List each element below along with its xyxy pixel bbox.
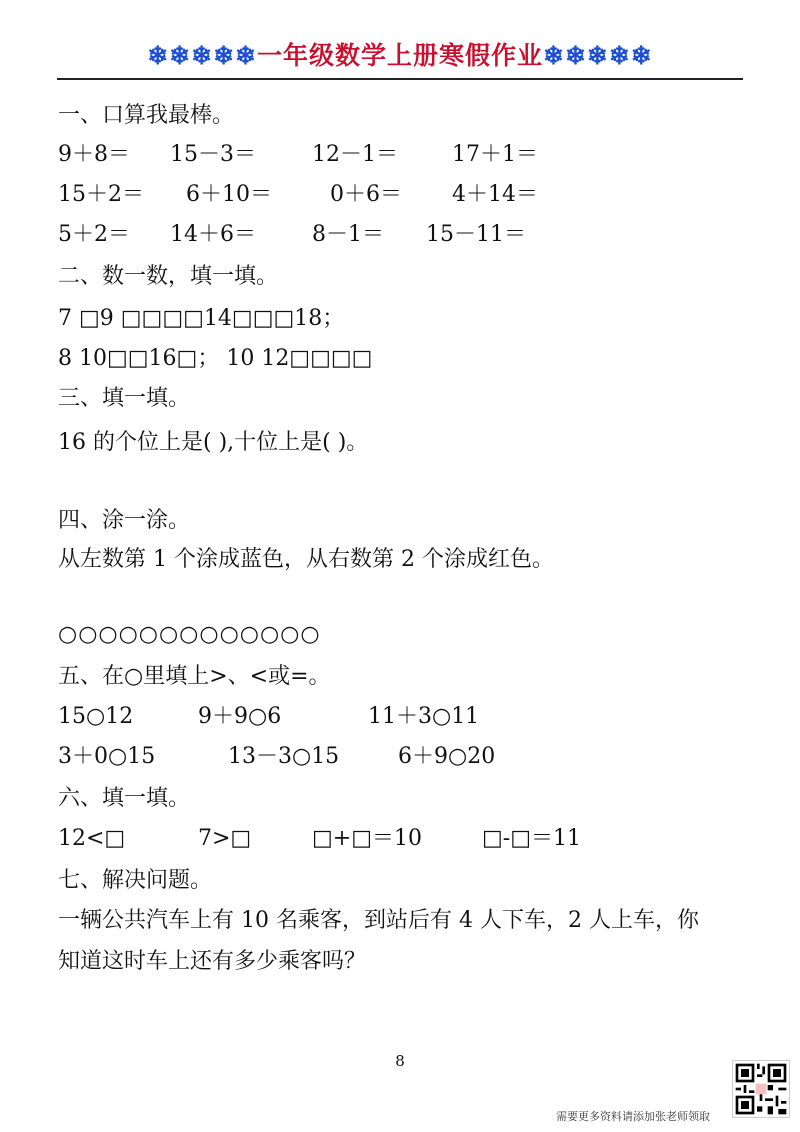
s5-item: 15○12	[58, 704, 134, 729]
s1-item: 4＋14＝	[452, 182, 538, 207]
s1-item: 5＋2＝	[58, 222, 130, 247]
s1-item: 6＋10＝	[186, 182, 272, 207]
s6-item: 12<□	[58, 826, 126, 851]
section-2-title: 二、数一数，填一填。	[58, 264, 279, 289]
s6-item: 7>□	[198, 826, 252, 851]
s7-problem-line-1: 一辆公共汽车上有 10 名乘客，到站后有 4 人下车，2 人上车，你	[58, 908, 699, 933]
qr-caption: 需要更多资料请添加张老师领取	[556, 1110, 710, 1123]
section-4-title: 四、涂一涂。	[58, 508, 191, 533]
s1-item: 17＋1＝	[452, 142, 538, 167]
snowflake-icons-left: ❄❄❄❄❄	[147, 41, 257, 70]
s5-item: 3＋0○15	[58, 744, 156, 769]
s1-item: 12－1＝	[312, 142, 398, 167]
snowflake-icons-right: ❄❄❄❄❄	[543, 41, 653, 70]
s4-instruction: 从左数第 1 个涂成蓝色，从右数第 2 个涂成红色。	[58, 547, 554, 572]
s2-sequence-1: 7 □9 □□□□14□□□18；	[58, 306, 345, 331]
s5-item: 11＋3○11	[368, 704, 480, 729]
section-7-title: 七、解决问题。	[58, 868, 213, 893]
s1-item: 9＋8＝	[58, 142, 130, 167]
s6-item: □-□＝11	[482, 826, 582, 851]
section-3-title: 三、填一填。	[58, 386, 191, 411]
s3-question: 16 的个位上是( ),十位上是( )。	[58, 430, 369, 455]
s7-problem-line-2: 知道这时车上还有多少乘客吗？	[58, 949, 367, 974]
qr-code-icon	[732, 1060, 790, 1118]
s1-item: 15＋2＝	[58, 182, 144, 207]
title-text: 一年级数学上册寒假作业	[256, 41, 543, 70]
s2-sequence-2: 8 10□□16□； 10 12□□□□	[58, 346, 373, 371]
s6-item: □+□＝10	[312, 826, 423, 851]
s1-item: 0＋6＝	[330, 182, 402, 207]
worksheet-title	[0, 36, 800, 72]
s5-item: 6＋9○20	[398, 744, 496, 769]
s1-item: 15－3＝	[170, 142, 256, 167]
header-divider	[57, 78, 743, 80]
s1-item: 14＋6＝	[170, 222, 256, 247]
section-1-title: 一、口算我最棒。	[58, 103, 235, 128]
page-number: 8	[395, 1052, 405, 1070]
s5-item: 13－3○15	[228, 744, 340, 769]
section-5-title: 五、在○里填上>、<或=。	[58, 664, 331, 689]
s1-item: 8－1＝	[312, 222, 384, 247]
section-6-title: 六、填一填。	[58, 786, 191, 811]
s4-circles: ○○○○○○○○○○○○○	[58, 622, 321, 647]
s1-item: 15－11＝	[426, 222, 526, 247]
s5-item: 9＋9○6	[198, 704, 282, 729]
